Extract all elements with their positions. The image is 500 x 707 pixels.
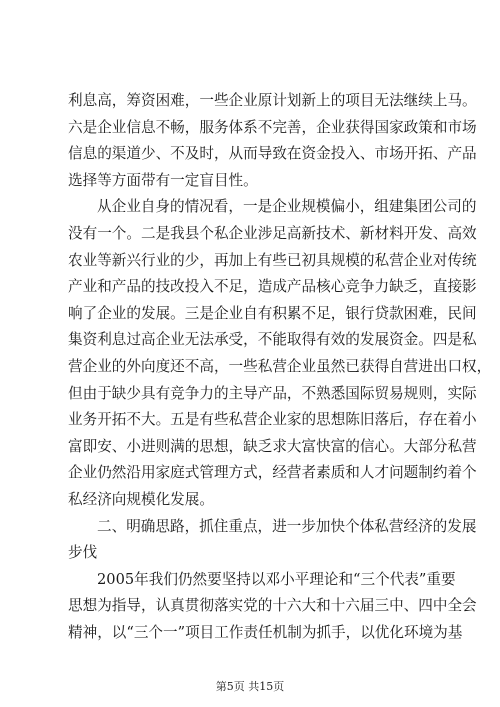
text-line: 响了企业的发展。三是企业自有积累不足，银行贷款困难，民间 xyxy=(68,304,477,322)
paragraph-financing-and-information xyxy=(68,88,477,194)
paragraph-enterprise-issues xyxy=(68,194,492,513)
text-line: 产业和产品的技改投入不足，造成产品核心竞争力缺乏，直接影 xyxy=(68,278,477,296)
text-line: 没有一个。二是我县个私企业涉足高新技术、新材料开发、高效 xyxy=(68,224,477,242)
text-line: 精神，以“三个一”项目工作责任机制为抓手，以优化环境为基 xyxy=(68,623,463,641)
heading-line: 步伐 xyxy=(68,544,98,562)
text-line: 六是企业信息不畅，服务体系不完善，企业获得国家政策和市场 xyxy=(68,118,477,136)
text-line: 营企业的外向度还不高，一些私营企业虽然已获得自营进出口权， xyxy=(68,357,492,375)
document-body xyxy=(68,88,492,646)
text-line: 农业等新兴行业的少，再加上有些已初具规模的私营企业对传统 xyxy=(68,251,477,269)
text-line: 选择等方面带有一定盲目性。 xyxy=(68,171,258,189)
text-line: 但由于缺少具有竞争力的主导产品，不熟悉国际贸易规则，实际 xyxy=(68,384,477,402)
text-line: 集资利息过高企业无法承受，不能取得有效的发展资金。四是私 xyxy=(68,331,477,349)
text-line: 2005年我们仍然要坚持以邓小平理论和“三个代表”重要 xyxy=(97,570,456,588)
paragraph-guiding-thought xyxy=(68,567,477,647)
page-number-footer: 第5页 共15页 xyxy=(215,680,285,693)
section-heading xyxy=(68,514,477,567)
text-line: 思想为指导，认真贯彻落实党的十六大和十六届三中、四中全会 xyxy=(68,597,477,615)
text-line: 富即安、小进则满的思想，缺乏求大富快富的信心。大部分私营 xyxy=(68,437,477,455)
text-line: 信息的渠道少、不及时，从而导致在资金投入、市场开拓、产品 xyxy=(68,145,477,163)
heading-line: 二、明确思路，抓住重点，进一步加快个体私营经济的发展 xyxy=(97,517,477,535)
text-line: 企业仍然沿用家庭式管理方式，经营者素质和人才问题制约着个 xyxy=(68,464,477,482)
text-line: 业务开拓不大。五是有些私营企业家的思想陈旧落后，存在着小 xyxy=(68,411,477,429)
text-line: 利息高，筹资困难，一些企业原计划新上的项目无法继续上马。 xyxy=(68,92,477,109)
text-line: 从企业自身的情况看，一是企业规模偏小，组建集团公司的 xyxy=(97,198,477,216)
text-line: 私经济向规模化发展。 xyxy=(68,490,214,508)
